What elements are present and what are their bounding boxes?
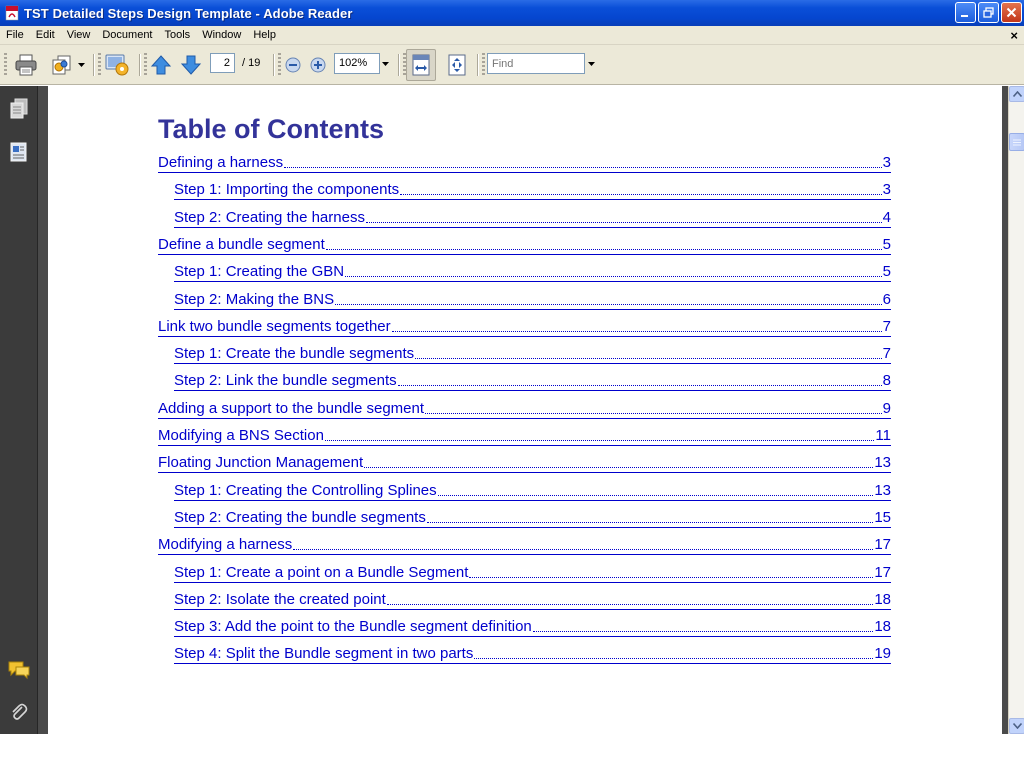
dropdown-arrow-icon <box>382 62 389 66</box>
close-icon <box>1006 7 1017 18</box>
toc-leader-dots <box>533 631 874 632</box>
toolbar-separator <box>93 54 95 76</box>
toc-entry[interactable] <box>158 317 891 337</box>
toc-entry-label: Step 2: Isolate the created point <box>174 590 386 608</box>
toc-leader-dots <box>325 440 875 441</box>
menu-tools[interactable]: Tools <box>164 28 191 41</box>
menu-bar <box>0 26 1024 45</box>
toc-entry-page: 6 <box>882 290 891 308</box>
collaborate-icon <box>104 53 130 77</box>
organizer-icon <box>50 54 74 76</box>
toolbar-grip[interactable] <box>278 53 281 77</box>
chevron-up-icon <box>1013 91 1022 97</box>
toc-entry[interactable] <box>174 563 891 583</box>
window-title: TST Detailed Steps Design Template - Adobe Reader <box>24 5 353 21</box>
toc-entry-page: 3 <box>882 154 891 171</box>
comments-icon <box>7 660 31 680</box>
toc-entry-page: 9 <box>882 399 891 417</box>
toc-entry-label: Step 2: Link the bundle segments <box>174 372 397 390</box>
toc-entry-label: Step 1: Create a point on a Bundle Segment <box>174 563 469 581</box>
toolbar-grip[interactable] <box>4 53 7 77</box>
toc-entry[interactable] <box>174 508 891 528</box>
toolbar-grip[interactable] <box>98 53 101 77</box>
toc-entry-page: 18 <box>874 618 891 636</box>
toc-leader-dots <box>326 249 882 250</box>
status-area <box>0 734 1024 768</box>
toc-entry[interactable] <box>174 644 891 664</box>
scroll-down-button[interactable] <box>1009 718 1024 734</box>
find-dropdown[interactable] <box>585 53 597 74</box>
toc-leader-dots <box>474 658 873 659</box>
toc-entry-label: Floating Junction Management <box>158 454 364 472</box>
document-page <box>48 86 1002 734</box>
toc-leader-dots <box>366 222 882 223</box>
restore-button[interactable] <box>978 2 999 23</box>
toc-entry-label: Step 2: Making the BNS <box>174 290 335 308</box>
pages-panel-button[interactable] <box>7 96 31 122</box>
toc-entry-page: 17 <box>874 563 891 581</box>
toc-leader-dots <box>425 413 882 414</box>
toc-entry-page: 5 <box>882 235 891 253</box>
toc-leader-dots <box>398 385 882 386</box>
toc-entry-label: Step 1: Importing the components <box>174 181 400 199</box>
toc-entry-page: 11 <box>875 427 891 444</box>
toolbar-separator <box>139 54 141 76</box>
toc-entry-page: 13 <box>874 481 891 499</box>
toc-entry[interactable] <box>158 235 891 255</box>
menu-help[interactable]: Help <box>253 28 276 41</box>
menu-window[interactable]: Window <box>202 28 242 41</box>
toc-entry-page: 8 <box>882 372 891 390</box>
toolbar-separator <box>477 54 479 76</box>
menu-document[interactable]: Document <box>102 28 153 41</box>
toc-entry[interactable] <box>174 617 891 637</box>
organizer-button[interactable] <box>48 51 76 79</box>
full-screen-icon <box>447 54 467 76</box>
minimize-button[interactable] <box>955 2 976 23</box>
toc-entry-label: Link two bundle segments together <box>158 317 391 335</box>
title-bar <box>0 0 1024 26</box>
scroll-up-button[interactable] <box>1009 86 1024 102</box>
toolbar-grip[interactable] <box>482 53 485 77</box>
attachments-panel-button[interactable] <box>7 700 31 726</box>
navigation-panel <box>0 86 38 734</box>
toc-leader-dots <box>284 167 882 168</box>
toc-entry-label: Step 2: Creating the harness <box>174 208 365 226</box>
grip-icon <box>1013 139 1021 146</box>
menu-edit[interactable]: Edit <box>35 28 55 41</box>
toc-entry-label: Step 1: Creating the GBN <box>174 263 345 281</box>
next-page-button[interactable] <box>179 51 203 79</box>
previous-page-icon <box>150 54 172 76</box>
toc-entry[interactable] <box>174 344 891 364</box>
toc-entry[interactable] <box>174 180 891 200</box>
find-input[interactable] <box>487 53 585 74</box>
chevron-down-icon <box>1013 723 1022 729</box>
toc-leader-dots <box>345 276 882 277</box>
zoom-out-button[interactable] <box>283 51 303 79</box>
toc-entry[interactable] <box>158 426 891 446</box>
toc-entry[interactable] <box>174 371 891 391</box>
scroll-thumb[interactable] <box>1009 133 1024 151</box>
toc-leader-dots <box>438 495 874 496</box>
toc-entry[interactable] <box>174 208 891 228</box>
print-button[interactable] <box>12 51 40 79</box>
toc-entry-label: Step 1: Creating the Controlling Splines <box>174 481 437 499</box>
page-number-input[interactable] <box>210 53 235 73</box>
toc-entry-label: Define a bundle segment <box>158 235 325 253</box>
menu-view[interactable]: View <box>66 28 91 41</box>
toolbar-grip[interactable] <box>144 53 147 77</box>
layers-panel-button[interactable] <box>7 139 31 165</box>
collaborate-button[interactable] <box>103 51 131 79</box>
full-screen-button[interactable] <box>444 51 470 79</box>
zoom-in-icon <box>310 57 326 73</box>
dropdown-arrow-icon <box>588 62 595 66</box>
toc-entry-label: Step 3: Add the point to the Bundle segment definition <box>174 618 532 636</box>
toc-entry[interactable] <box>158 153 891 173</box>
layers-icon <box>9 141 29 163</box>
toc-entry-label: Step 1: Create the bundle segments <box>174 345 415 363</box>
toc-title: Table of Contents <box>158 114 384 144</box>
zoom-out-icon <box>285 57 301 73</box>
comments-panel-button[interactable] <box>7 657 31 683</box>
toc-entry-label: Adding a support to the bundle segment <box>158 399 425 417</box>
pdf-app-icon[interactable] <box>4 5 20 21</box>
vertical-scrollbar[interactable] <box>1008 86 1024 734</box>
toc-leader-dots <box>293 549 873 550</box>
toc-entry-page: 17 <box>874 536 891 554</box>
toc-entry[interactable] <box>174 290 891 310</box>
toolbar-separator <box>398 54 400 76</box>
toc-entry-label: Modifying a BNS Section <box>158 427 324 444</box>
zoom-dropdown[interactable] <box>379 53 391 74</box>
menu-file[interactable]: File <box>6 28 24 41</box>
toc-entry-page: 13 <box>874 454 891 472</box>
page-total-label: / 19 <box>242 57 261 69</box>
zoom-level-input[interactable]: 102% <box>334 53 380 74</box>
toc-leader-dots <box>335 304 882 305</box>
previous-page-button[interactable] <box>149 51 173 79</box>
toc-leader-dots <box>427 522 873 523</box>
toc-entry-page: 7 <box>882 317 891 335</box>
toc-entry-label: Defining a harness <box>158 154 284 171</box>
toc-entry-label: Step 2: Creating the bundle segments <box>174 508 426 526</box>
toc-leader-dots <box>415 358 882 359</box>
toc-entry[interactable] <box>158 453 891 473</box>
dropdown-arrow-icon <box>78 63 85 67</box>
toc-entry-page: 18 <box>874 590 891 608</box>
toc-entry-page: 4 <box>882 208 891 226</box>
toc-entry-label: Step 4: Split the Bundle segment in two parts <box>174 645 474 663</box>
toolbar-separator <box>273 54 275 76</box>
fit-width-button[interactable] <box>406 49 436 81</box>
toc-entry[interactable] <box>174 590 891 610</box>
toc-entry[interactable] <box>158 399 891 419</box>
close-document-button[interactable]: × <box>1010 28 1018 43</box>
minimize-icon <box>960 7 971 18</box>
toc-entry-page: 5 <box>882 263 891 281</box>
toc-leader-dots <box>392 331 882 332</box>
zoom-in-button[interactable] <box>308 51 328 79</box>
toc-leader-dots <box>469 577 873 578</box>
toc-entry-page: 19 <box>874 645 891 663</box>
pages-icon <box>9 98 29 120</box>
toc-entry[interactable] <box>174 481 891 501</box>
toc-entry[interactable] <box>174 262 891 282</box>
organizer-dropdown[interactable] <box>77 51 85 79</box>
next-page-icon <box>180 54 202 76</box>
toc-leader-dots <box>364 467 873 468</box>
toc-entry-label: Modifying a harness <box>158 536 293 554</box>
toc-leader-dots <box>387 604 874 605</box>
restore-icon <box>983 7 994 18</box>
toc-entry-page: 15 <box>874 508 891 526</box>
document-viewport[interactable] <box>38 86 1008 734</box>
window-controls <box>955 2 1022 23</box>
attachments-icon <box>9 702 29 724</box>
close-button[interactable] <box>1001 2 1022 23</box>
print-icon <box>14 54 38 76</box>
fit-width-icon <box>412 54 430 76</box>
toc-entry-page: 7 <box>882 345 891 363</box>
toc-entry[interactable] <box>158 535 891 555</box>
toc-entry-page: 3 <box>882 181 891 199</box>
toc-leader-dots <box>400 194 882 195</box>
